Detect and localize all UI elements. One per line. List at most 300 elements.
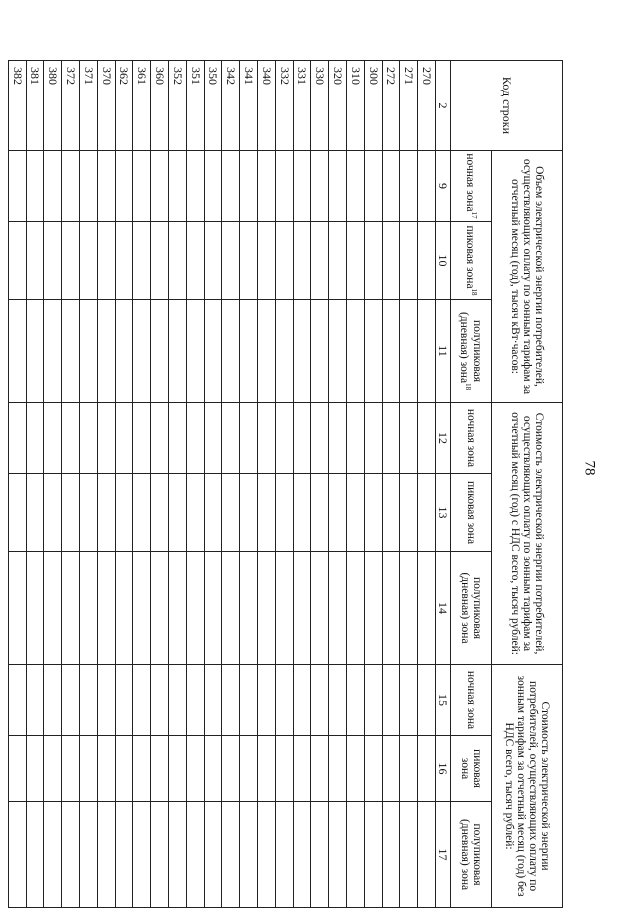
empty-cell xyxy=(275,552,293,665)
row-code: 380 xyxy=(44,61,62,151)
empty-cell xyxy=(418,222,436,300)
empty-cell xyxy=(240,222,258,300)
empty-cell xyxy=(80,403,98,474)
empty-cell xyxy=(62,151,80,222)
zone-column-label: пиковая зона xyxy=(464,225,477,289)
empty-cell xyxy=(97,403,115,474)
empty-cell xyxy=(275,222,293,300)
empty-cell xyxy=(44,802,62,908)
zone-column-header xyxy=(451,665,492,736)
empty-cell xyxy=(133,403,151,474)
footnote-mark: 18 xyxy=(470,288,479,296)
empty-cell xyxy=(186,222,204,300)
empty-cell xyxy=(382,736,400,802)
column-number: 9 xyxy=(436,151,451,222)
empty-cell xyxy=(80,222,98,300)
empty-cell xyxy=(364,474,382,552)
empty-cell xyxy=(382,665,400,736)
empty-cell xyxy=(382,403,400,474)
empty-cell xyxy=(204,665,222,736)
empty-cell xyxy=(169,474,187,552)
empty-cell xyxy=(115,665,133,736)
empty-cell xyxy=(44,222,62,300)
empty-cell xyxy=(400,222,418,300)
empty-cell xyxy=(364,151,382,222)
empty-cell xyxy=(115,736,133,802)
empty-cell xyxy=(26,665,44,736)
empty-cell xyxy=(293,802,311,908)
empty-cell xyxy=(311,665,329,736)
empty-cell xyxy=(293,403,311,474)
row-code: 370 xyxy=(97,61,115,151)
empty-cell xyxy=(240,403,258,474)
empty-cell xyxy=(133,552,151,665)
empty-cell xyxy=(186,151,204,222)
empty-cell xyxy=(44,552,62,665)
empty-cell xyxy=(80,665,98,736)
group-title-volume: Объем электрической энергии потребителей, осуществляющих оплату по зонным тарифам за отчетный месяц (год), тысяч кВт·часов: xyxy=(492,151,563,403)
column-number: 13 xyxy=(436,474,451,552)
empty-cell xyxy=(133,665,151,736)
empty-cell xyxy=(80,552,98,665)
empty-cell xyxy=(364,736,382,802)
empty-cell xyxy=(151,736,169,802)
empty-cell xyxy=(8,151,26,222)
empty-cell xyxy=(151,552,169,665)
empty-cell xyxy=(347,552,365,665)
column-number: 11 xyxy=(436,300,451,403)
empty-cell xyxy=(80,300,98,403)
empty-cell xyxy=(418,474,436,552)
empty-cell xyxy=(186,736,204,802)
empty-cell xyxy=(97,802,115,908)
empty-cell xyxy=(275,736,293,802)
row-code: 332 xyxy=(275,61,293,151)
empty-cell xyxy=(62,552,80,665)
empty-cell xyxy=(382,552,400,665)
empty-cell xyxy=(311,403,329,474)
empty-cell xyxy=(293,222,311,300)
empty-cell xyxy=(133,802,151,908)
empty-cell xyxy=(44,736,62,802)
empty-cell xyxy=(186,300,204,403)
zone-column-header xyxy=(451,802,492,908)
empty-cell xyxy=(115,552,133,665)
empty-cell xyxy=(382,474,400,552)
empty-cell xyxy=(8,802,26,908)
table-row xyxy=(80,61,98,908)
empty-cell xyxy=(222,300,240,403)
row-code: 371 xyxy=(80,61,98,151)
empty-cell xyxy=(293,665,311,736)
empty-cell xyxy=(115,474,133,552)
table-row xyxy=(62,61,80,908)
empty-cell xyxy=(151,300,169,403)
table-row xyxy=(364,61,382,908)
empty-cell xyxy=(169,222,187,300)
empty-cell xyxy=(222,665,240,736)
zone-column-header xyxy=(451,552,492,665)
empty-cell xyxy=(329,474,347,552)
empty-cell xyxy=(258,300,276,403)
empty-cell xyxy=(44,474,62,552)
table-row xyxy=(151,61,169,908)
row-code: 352 xyxy=(169,61,187,151)
empty-cell xyxy=(258,403,276,474)
table-row xyxy=(329,61,347,908)
empty-cell xyxy=(26,300,44,403)
row-code: 272 xyxy=(382,61,400,151)
empty-cell xyxy=(275,300,293,403)
empty-cell xyxy=(97,300,115,403)
row-code: 342 xyxy=(222,61,240,151)
empty-cell xyxy=(275,403,293,474)
table-row xyxy=(44,61,62,908)
row-code: 300 xyxy=(364,61,382,151)
empty-cell xyxy=(62,222,80,300)
empty-cell xyxy=(293,474,311,552)
empty-cell xyxy=(44,300,62,403)
empty-cell xyxy=(80,474,98,552)
empty-cell xyxy=(329,736,347,802)
zone-tariff-table xyxy=(8,60,563,908)
empty-cell xyxy=(275,802,293,908)
empty-cell xyxy=(347,474,365,552)
empty-cell xyxy=(26,802,44,908)
empty-cell xyxy=(311,736,329,802)
empty-cell xyxy=(240,552,258,665)
empty-cell xyxy=(222,403,240,474)
empty-cell xyxy=(204,474,222,552)
table-row xyxy=(382,61,400,908)
empty-cell xyxy=(418,151,436,222)
empty-cell xyxy=(62,802,80,908)
empty-cell xyxy=(311,300,329,403)
empty-cell xyxy=(240,736,258,802)
empty-cell xyxy=(26,474,44,552)
empty-cell xyxy=(80,802,98,908)
empty-cell xyxy=(293,300,311,403)
empty-cell xyxy=(400,474,418,552)
empty-cell xyxy=(329,665,347,736)
empty-cell xyxy=(62,736,80,802)
empty-cell xyxy=(347,300,365,403)
empty-cell xyxy=(222,151,240,222)
empty-cell xyxy=(169,802,187,908)
empty-cell xyxy=(222,552,240,665)
empty-cell xyxy=(347,151,365,222)
empty-cell xyxy=(347,736,365,802)
empty-cell xyxy=(240,474,258,552)
table-row xyxy=(258,61,276,908)
table-row xyxy=(293,61,311,908)
empty-cell xyxy=(133,151,151,222)
table-row xyxy=(240,61,258,908)
empty-cell xyxy=(347,222,365,300)
empty-cell xyxy=(151,222,169,300)
column-number: 14 xyxy=(436,552,451,665)
empty-cell xyxy=(329,552,347,665)
empty-cell xyxy=(186,474,204,552)
empty-cell xyxy=(62,300,80,403)
empty-cell xyxy=(311,552,329,665)
empty-cell xyxy=(133,736,151,802)
empty-cell xyxy=(240,802,258,908)
empty-cell xyxy=(62,403,80,474)
empty-cell xyxy=(240,151,258,222)
table-row xyxy=(8,61,26,908)
empty-cell xyxy=(258,736,276,802)
table-row xyxy=(115,61,133,908)
row-code: 340 xyxy=(258,61,276,151)
zone-column-label: ночная зона xyxy=(465,670,478,730)
empty-cell xyxy=(275,151,293,222)
empty-cell xyxy=(26,552,44,665)
empty-cell xyxy=(80,151,98,222)
empty-cell xyxy=(347,403,365,474)
table-row xyxy=(418,61,436,908)
zone-column-header xyxy=(451,474,492,552)
empty-cell xyxy=(186,665,204,736)
empty-cell xyxy=(80,736,98,802)
table-row xyxy=(133,61,151,908)
empty-cell xyxy=(311,474,329,552)
empty-cell xyxy=(186,802,204,908)
empty-cell xyxy=(151,151,169,222)
empty-cell xyxy=(151,665,169,736)
empty-cell xyxy=(133,222,151,300)
empty-cell xyxy=(151,403,169,474)
table-row xyxy=(204,61,222,908)
zone-column-header xyxy=(451,151,492,222)
zone-column-label: полупиковая (дневная) зона xyxy=(459,818,484,891)
empty-cell xyxy=(204,222,222,300)
row-code: 351 xyxy=(186,61,204,151)
empty-cell xyxy=(97,474,115,552)
empty-cell xyxy=(97,736,115,802)
empty-cell xyxy=(258,665,276,736)
table-row xyxy=(186,61,204,908)
empty-cell xyxy=(169,552,187,665)
empty-cell xyxy=(364,802,382,908)
empty-cell xyxy=(400,151,418,222)
empty-cell xyxy=(258,222,276,300)
empty-cell xyxy=(364,552,382,665)
zone-column-label: ночная зона xyxy=(465,408,478,468)
row-code: 372 xyxy=(62,61,80,151)
empty-cell xyxy=(364,300,382,403)
empty-cell xyxy=(62,665,80,736)
column-number: 12 xyxy=(436,403,451,474)
page-number: 78 xyxy=(581,460,598,476)
empty-cell xyxy=(204,736,222,802)
column-number: 15 xyxy=(436,665,451,736)
empty-cell xyxy=(364,665,382,736)
zone-column-label: ночная зона xyxy=(464,153,477,212)
empty-cell xyxy=(240,300,258,403)
empty-cell xyxy=(222,736,240,802)
zone-column-header xyxy=(451,222,492,300)
row-code: 271 xyxy=(400,61,418,151)
table-row xyxy=(347,61,365,908)
zone-column-label: полупиковая (дневная) зона xyxy=(458,311,484,384)
empty-cell xyxy=(364,222,382,300)
empty-cell xyxy=(97,151,115,222)
empty-cell xyxy=(204,300,222,403)
empty-cell xyxy=(418,665,436,736)
column-number: 10 xyxy=(436,222,451,300)
row-code: 382 xyxy=(8,61,26,151)
empty-cell xyxy=(400,403,418,474)
empty-cell xyxy=(222,474,240,552)
empty-cell xyxy=(169,300,187,403)
empty-cell xyxy=(151,474,169,552)
empty-cell xyxy=(311,222,329,300)
empty-cell xyxy=(329,222,347,300)
empty-cell xyxy=(258,802,276,908)
footnote-mark: 18 xyxy=(464,383,473,391)
empty-cell xyxy=(44,151,62,222)
empty-cell xyxy=(275,474,293,552)
empty-cell xyxy=(115,802,133,908)
column-number: 17 xyxy=(436,802,451,908)
empty-cell xyxy=(311,802,329,908)
empty-cell xyxy=(133,300,151,403)
empty-cell xyxy=(44,403,62,474)
table-row xyxy=(222,61,240,908)
empty-cell xyxy=(222,802,240,908)
table-row xyxy=(169,61,187,908)
empty-cell xyxy=(44,665,62,736)
empty-cell xyxy=(133,474,151,552)
empty-cell xyxy=(347,665,365,736)
empty-cell xyxy=(275,665,293,736)
empty-cell xyxy=(418,300,436,403)
empty-cell xyxy=(204,151,222,222)
empty-cell xyxy=(329,802,347,908)
empty-cell xyxy=(204,403,222,474)
empty-cell xyxy=(293,151,311,222)
empty-cell xyxy=(151,802,169,908)
row-code: 331 xyxy=(293,61,311,151)
empty-cell xyxy=(26,403,44,474)
rotated-table-container xyxy=(10,60,563,907)
row-code: 341 xyxy=(240,61,258,151)
empty-cell xyxy=(26,736,44,802)
empty-cell xyxy=(26,222,44,300)
empty-cell xyxy=(222,222,240,300)
table-row xyxy=(400,61,418,908)
empty-cell xyxy=(204,802,222,908)
zone-column-label: полупиковая (дневная) зона xyxy=(459,572,484,644)
empty-cell xyxy=(169,665,187,736)
row-code: 381 xyxy=(26,61,44,151)
empty-cell xyxy=(115,222,133,300)
zone-column-header xyxy=(451,736,492,802)
empty-cell xyxy=(364,403,382,474)
row-code: 350 xyxy=(204,61,222,151)
empty-cell xyxy=(382,222,400,300)
empty-cell xyxy=(418,802,436,908)
zone-column-header xyxy=(451,300,492,403)
table-row xyxy=(26,61,44,908)
empty-cell xyxy=(418,736,436,802)
empty-cell xyxy=(400,802,418,908)
empty-cell xyxy=(97,222,115,300)
table-row xyxy=(275,61,293,908)
row-code: 270 xyxy=(418,61,436,151)
empty-cell xyxy=(186,403,204,474)
table-row xyxy=(311,61,329,908)
empty-cell xyxy=(311,151,329,222)
empty-cell xyxy=(169,403,187,474)
empty-cell xyxy=(97,665,115,736)
row-code: 361 xyxy=(133,61,151,151)
empty-cell xyxy=(400,736,418,802)
empty-cell xyxy=(382,300,400,403)
column-number: 2 xyxy=(436,61,451,151)
zone-column-header xyxy=(451,403,492,474)
empty-cell xyxy=(382,151,400,222)
row-code: 310 xyxy=(347,61,365,151)
empty-cell xyxy=(293,552,311,665)
empty-cell xyxy=(418,403,436,474)
empty-cell xyxy=(258,474,276,552)
empty-cell xyxy=(400,665,418,736)
empty-cell xyxy=(26,151,44,222)
empty-cell xyxy=(204,552,222,665)
empty-cell xyxy=(329,300,347,403)
empty-cell xyxy=(258,552,276,665)
empty-cell xyxy=(347,802,365,908)
zone-column-label: пиковая зона xyxy=(465,480,478,545)
empty-cell xyxy=(418,552,436,665)
empty-cell xyxy=(97,552,115,665)
empty-cell xyxy=(329,403,347,474)
empty-cell xyxy=(62,474,80,552)
empty-cell xyxy=(169,736,187,802)
group-title-cost-novat: Стоимость электрической энергии потребителей, осуществляющих оплату по зонным тарифам за отчетный месяц (год) без НДС всего, тысяч рублей: xyxy=(492,665,563,908)
empty-cell xyxy=(8,665,26,736)
row-code: 320 xyxy=(329,61,347,151)
empty-cell xyxy=(8,552,26,665)
row-code: 330 xyxy=(311,61,329,151)
empty-cell xyxy=(8,300,26,403)
empty-cell xyxy=(186,552,204,665)
empty-cell xyxy=(115,151,133,222)
empty-cell xyxy=(115,300,133,403)
zone-column-label: пиковая зона xyxy=(459,749,484,788)
code-header: Код строки xyxy=(451,61,563,151)
row-code: 362 xyxy=(115,61,133,151)
empty-cell xyxy=(169,151,187,222)
footnote-mark: 17 xyxy=(470,211,479,219)
empty-cell xyxy=(115,403,133,474)
empty-cell xyxy=(258,151,276,222)
empty-cell xyxy=(240,665,258,736)
empty-cell xyxy=(8,736,26,802)
empty-cell xyxy=(400,300,418,403)
empty-cell xyxy=(382,802,400,908)
row-code: 360 xyxy=(151,61,169,151)
group-title-cost-vat: Стоимость электрической энергии потребителей, осуществляющих оплату по зонным тарифам за отчетный месяц (год) с НДС всего, тысяч рублей: xyxy=(492,403,563,665)
empty-cell xyxy=(329,151,347,222)
empty-cell xyxy=(8,474,26,552)
empty-cell xyxy=(293,736,311,802)
empty-cell xyxy=(400,552,418,665)
empty-cell xyxy=(8,222,26,300)
table-row xyxy=(97,61,115,908)
